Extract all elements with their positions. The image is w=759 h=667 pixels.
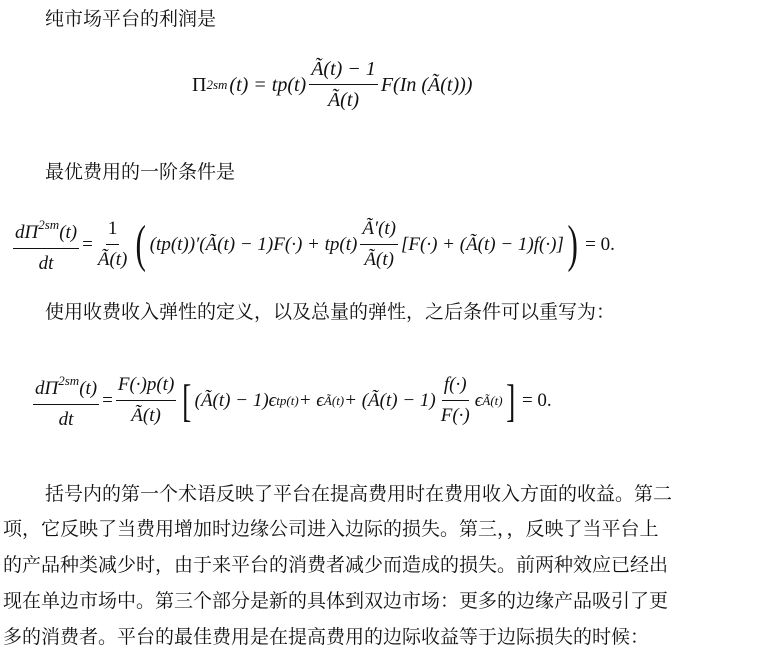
paragraph-line-5: 多的消费者。平台的最佳费用是在提高费用的边际收益等于边际损失的时候： <box>3 626 650 648</box>
eq3-lhs-num: $d\Pi^{2sm}(t)$ <box>33 368 99 405</box>
eq1-lhs: Π <box>192 73 207 96</box>
eq3-frac-den: F(·) <box>440 405 470 426</box>
eq2-lhs-den: dt <box>38 253 54 274</box>
eq1-rhs: F(In (Ã(t))) <box>380 73 473 96</box>
intro-foc: 最优费用的一阶条件是 <box>45 161 236 183</box>
eq2-coef <box>96 216 130 273</box>
eq3-sub2: Ã(t) <box>323 392 345 408</box>
eq3-frac-num: f(·) <box>442 372 469 401</box>
eq3-part2: + (Ã(t) − 1) <box>344 389 436 411</box>
eq1-lhs-sup: 2sm <box>206 76 228 92</box>
paragraph-line-1: 括号内的第一个术语反映了平台在提高费用时在费用收入方面的收益。第二 <box>45 483 673 505</box>
eq2-frac-num: Ã′(t) <box>360 216 398 245</box>
eq1-fraction <box>309 56 378 113</box>
eq3-tail: = 0. <box>521 389 552 411</box>
equation-foc <box>10 212 615 277</box>
eq3-coef-num: F(·)p(t) <box>116 372 176 401</box>
eq3-lhs-den: dt <box>58 409 74 430</box>
eq3-plus1: + ϵ <box>298 389 324 411</box>
eq3-lhs <box>33 368 99 433</box>
eq2-part2: [F(·) + (Ã(t) − 1)f(·)] <box>401 233 564 255</box>
eq2-lhs <box>13 212 79 277</box>
eq3-equals: = <box>102 389 113 411</box>
eq2-close-paren: ) <box>567 215 578 273</box>
intro-profit: 纯市场平台的利润是 <box>45 8 217 30</box>
eq3-sub3: Ã(t) <box>482 392 503 408</box>
eq1-lhs-arg: (t) = tp(t) <box>229 73 307 96</box>
paragraph-line-2: 项，它反映了当费用增加时边缘公司进入边际的损失。第三，，反映了当平台上 <box>3 518 659 540</box>
eq2-part1: (tp(t))′(Ã(t) − 1)F(·) + tp(t) <box>149 233 358 255</box>
eq1-fraction-num: Ã(t) − 1 <box>309 56 378 85</box>
eq3-eps3: ϵ <box>474 389 483 411</box>
eq3-close-bracket: ] <box>505 374 515 426</box>
eq2-tail: = 0. <box>585 233 615 255</box>
eq3-part1: (Ã(t) − 1)ϵ <box>194 389 277 411</box>
eq2-coef-num: 1 <box>106 216 120 245</box>
eq2-frac <box>360 216 398 273</box>
eq2-lhs-num: $d\Pi^{2sm}(t)$ <box>13 212 79 249</box>
paragraph-line-3: 的产品种类减少时，由于来平台的消费者减少而造成的损失。前两种效应已经出 <box>3 554 669 576</box>
equation-rewrite <box>30 368 552 433</box>
eq3-frac <box>439 372 472 429</box>
eq2-coef-den: Ã(t) <box>97 249 128 270</box>
paragraph-line-4: 现在单边市场中。第三个部分是新的具体到双边市场：更多的边缘产品吸引了更 <box>3 590 669 612</box>
eq3-coef <box>116 372 176 429</box>
intro-rewrite: 使用收费收入弹性的定义，以及总量的弹性，之后条件可以重写为： <box>45 301 616 323</box>
eq3-coef-den: Ã(t) <box>131 405 161 426</box>
eq2-equals: = <box>82 233 93 255</box>
eq3-open-bracket: [ <box>182 374 192 426</box>
eq2-frac-den: Ã(t) <box>364 249 394 270</box>
equation-profit <box>192 56 472 113</box>
eq3-sub1: tp(t) <box>276 392 299 408</box>
eq1-fraction-den: Ã(t) <box>327 89 360 111</box>
eq2-open-paren: ( <box>135 215 147 273</box>
